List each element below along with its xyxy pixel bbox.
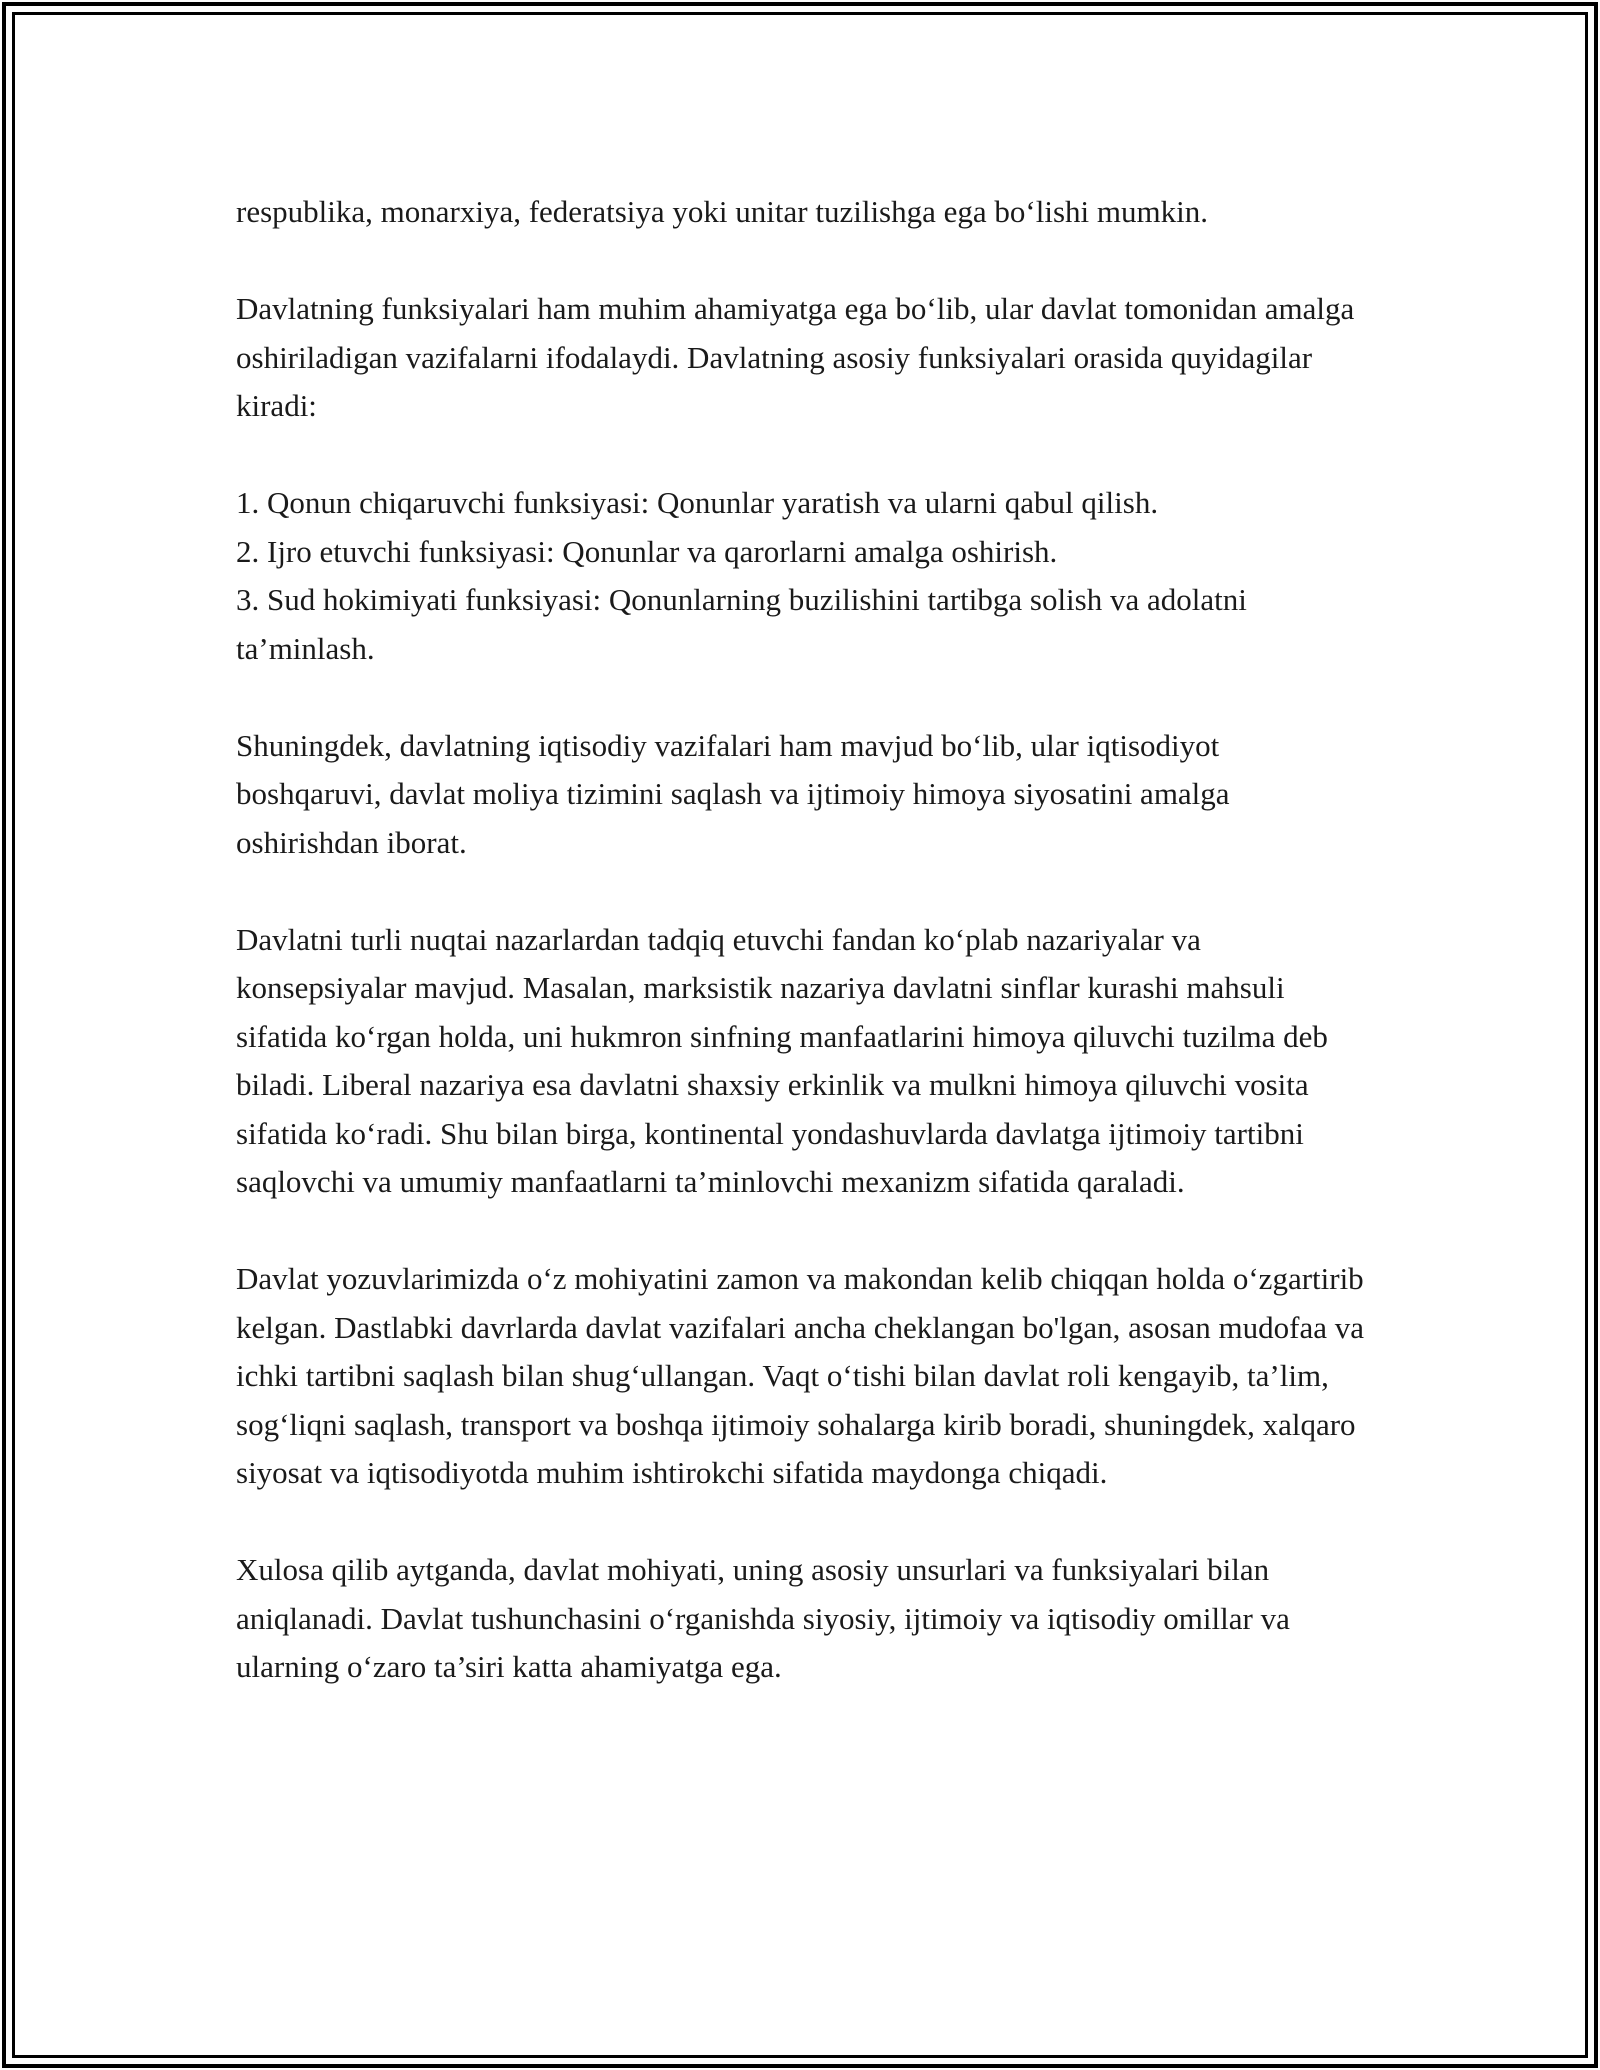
document-body <box>236 188 1366 1740</box>
paragraph-historical-evolution: Davlat yozuvlarimizda o‘z mohiyatini zamon va makondan kelib chiqqan holda o‘zgartirib kelgan. Dastlabki davrlarda davlat vazifalari ancha cheklangan bo'lgan, asosan mudofaa va ichki tartibni saqlash bilan shug‘ullangan. Vaqt o‘tishi bilan davlat roli kengayib, ta’lim, sog‘liqni saqlash, transport va boshqa ijtimoiy sohalarga kirib boradi, shuningdek, xalqaro siyosat va iqtisodiyotda muhim ishtirokchi sifatida maydonga chiqadi. <box>236 1261 1364 1490</box>
paragraph-conclusion: Xulosa qilib aytganda, davlat mohiyati, uning asosiy unsurlari va funksiyalari bilan aniqlanadi. Davlat tushunchasini o‘rganishda siyosiy, ijtimoiy va iqtisodiy omillar va ularning o‘zaro ta’siri katta ahamiyatga ega. <box>236 1552 1290 1684</box>
paragraph-economic-functions: Shuningdek, davlatning iqtisodiy vazifalari ham mavjud bo‘lib, ular iqtisodiyot boshqaruvi, davlat moliya tizimini saqlash va ijtimoiy himoya siyosatini amalga oshirishdan iborat. <box>236 727 1230 860</box>
paragraph-state-functions-intro: Davlatning funksiyalari ham muhim ahamiyatga ega bo‘lib, ular davlat tomonidan amalga oshiriladigan vazifalarni ifodalaydi. Davlatning asosiy funksiyalari orasida quyidagilar kiradi: <box>236 291 1355 423</box>
list-item-judicial: 3. Sud hokimiyati funksiyasi: Qonunlarning buzilishini tartibga solish va adolatni ta’minlash. <box>236 582 1247 666</box>
state-functions-list <box>236 479 1366 673</box>
list-item-executive: 2. Ijro etuvchi funksiyasi: Qonunlar va qarorlarni amalga oshirish. <box>236 533 1058 569</box>
list-item-legislative: 1. Qonun chiqaruvchi funksiyasi: Qonunlar yaratish va ularni qabul qilish. <box>236 485 1159 520</box>
paragraph-government-forms: respublika, monarxiya, federatsiya yoki unitar tuzilishga ega bo‘lishi mumkin. <box>236 194 1208 229</box>
paragraph-theories: Davlatni turli nuqtai nazarlardan tadqiq etuvchi fandan ko‘plab nazariyalar va konsepsiyalar mavjud. Masalan, marksistik nazariya davlatni sinflar kurashi mahsuli sifatida ko‘rgan holda, uni hukmron sinfning manfaatlarini himoya qiluvchi tuzilma deb biladi. Liberal nazariya esa davlatni shaxsiy erkinlik va mulkni himoya qiluvchi vosita sifatida ko‘radi. Shu bilan birga, kontinental yondashuvlarda davlatga ijtimoiy tartibni saqlovchi va umumiy manfaatlarni ta’minlovchi mexanizm sifatida qaraladi. <box>236 921 1328 1199</box>
